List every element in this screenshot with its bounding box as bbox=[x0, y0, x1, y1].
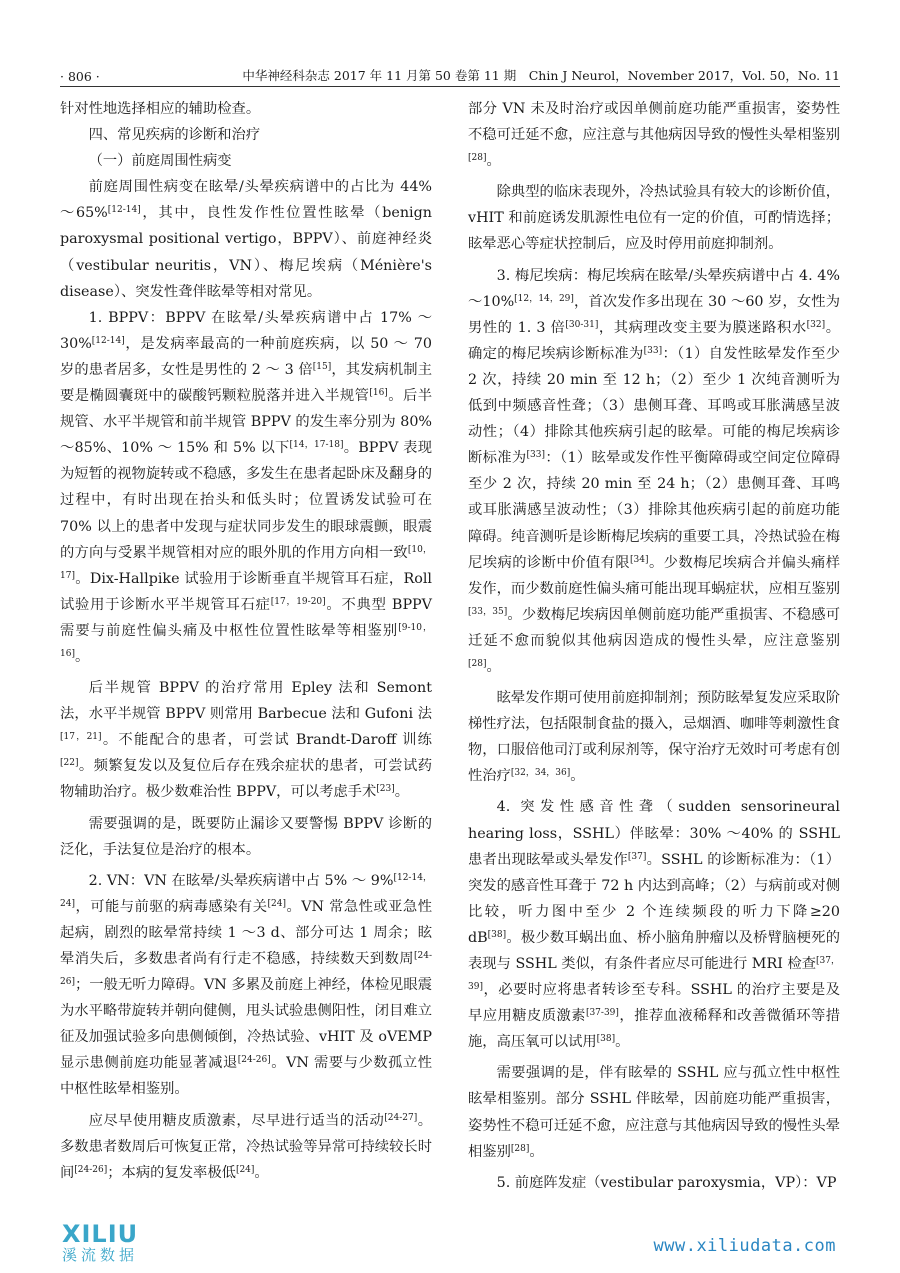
paragraph: 需要强调的是，伴有眩晕的 SSHL 应与孤立性中枢性眩晕相鉴别。部分 SSHL 伴眩晕，因前庭功能严重损害，姿势性不稳可迁延不愈，应注意与其他病因导致的慢性头晕相鉴别[28]。 bbox=[468, 1065, 840, 1160]
citation: [12-14] bbox=[107, 205, 141, 216]
paragraph: 1. BPPV：BPPV 在眩晕/头晕疾病谱中占 17% ～30%[12-14]，是发病率最高的一种前庭疾病，以 50 ～ 70 岁的患者居多，女性是男性的 2 ～ 3 倍[15]，其发病机制主要是椭圆囊斑中的碳酸钙颗粒脱落并进入半规管[16]。后半规管、水平半规管和前半规管 BPPV 的发生率分别为 80% ～85%、10% ～ 15% 和 5% 以下[14，17-18]。BPPV 表现为短暂的视物旋转或不稳感，多发生在患者起卧床及翻身的过程中，有时出现在抬头和低头时；位置诱发试验可在 70% 以上的患者中发现与症状同步发生的眼球震颤，眼震的方向与受累半规管相对应的眼外肌的作用方向相一致[10，17]。Dix-Hallpike 试验用于诊断垂直半规管耳石症，Roll 试验用于诊断水平半规管耳石症[17，19-20]。不典型 BPPV 需要与前庭性偏头痛及中枢性位置性眩晕等相鉴别[9-10，16]。 bbox=[60, 309, 433, 665]
citation: [38] bbox=[596, 1034, 616, 1045]
citation: [32，34，36] bbox=[510, 768, 571, 779]
paragraph: 4. 突发性感音性聋（sudden sensorineural hearing loss，SSHL）伴眩晕：30% ～40% 的 SSHL 患者出现眩晕或头晕发作[37]。SSHL 的诊断标准为：（1）突发的感音性耳聋于 72 h 内达到高峰；（2）与病前或对侧比较，听力图中至少 2 个连续频段的听力下降≥20 dB[38]。极少数耳蜗出血、桥小脑角肿瘤以及桥臂脑梗死的表现与 SSHL 类似，有条件者应尽可能进行 MRI 检查[37，39]，必要时应将患者转诊至专科。SSHL 的治疗主要是及早应用糖皮质激素[37-39]，推荐血液稀释和改善微循环等措施，高压氧可以试用[38]。 bbox=[468, 799, 841, 1051]
citation: [28] bbox=[468, 153, 487, 164]
citation: [15] bbox=[312, 361, 332, 372]
paragraph: 前庭周围性病变在眩晕/头晕疾病谱中的占比为 44% ～65%[12-14]，其中，良性发作性位置性眩晕（benign paroxysmal positional vertigo，BPPV）、前庭神经炎（vestibular neuritis，VN）、梅尼埃病（Ménière's disease）、突发性聋伴眩晕等相对常见。 bbox=[60, 179, 432, 300]
logo-subtitle: 溪流数据 bbox=[62, 1246, 139, 1264]
citation: [28] bbox=[468, 658, 487, 669]
paragraph: 5. 前庭阵发症（vestibular paroxysmia，VP）：VP bbox=[496, 1174, 837, 1191]
citation: [10，17] bbox=[60, 544, 433, 581]
citation: [24-26] bbox=[237, 1055, 271, 1066]
paragraph: 需要强调的是，既要防止漏诊又要警惕 BPPV 诊断的泛化，手法复位是治疗的根本。 bbox=[60, 815, 432, 858]
paragraph: 除典型的临床表现外，冷热试验具有较大的诊断价值，vHIT 和前庭诱发肌源性电位有一定的价值，可酌情选择；眩晕恶心等症状控制后，应及时停用前庭抑制剂。 bbox=[468, 184, 840, 253]
citation: [24-27] bbox=[384, 1112, 418, 1123]
citation: [37，39] bbox=[468, 956, 841, 993]
journal-citation: 中华神经科杂志 2017 年 11 月第 50 卷第 11 期 Chin J Neurol，November 2017，Vol. 50，No. 11 bbox=[242, 68, 840, 83]
page-number: · 806 · bbox=[60, 69, 100, 84]
watermark-logo bbox=[62, 1222, 182, 1264]
paragraph: 3. 梅尼埃病：梅尼埃病在眩晕/头晕疾病谱中占 4. 4% ～10%[12，14，29]，首次发作多出现在 30 ～60 岁，女性为男性的 1. 3 倍[30-31]，其病理改变主要为膜迷路积水[32]。确定的梅尼埃病诊断标准为[33]：（1）自发性眩晕发作至少 2 次，持续 20 min 至 12 h；（2）至少 1 次纯音测听为低到中频感音性聋；（3）患侧耳聋、耳鸣或耳胀满感呈波动性；（4）排除其他疾病引起的眩晕。可能的梅尼埃病诊断标准为[33]：（1）眩晕或发作性平衡障碍或空间定位障碍至少 2 次，持续 20 min 至 24 h；（2）患侧耳聋、耳鸣或耳胀满感呈波动性；（3）排除其他疾病引起的前庭功能障碍。纯音测听是诊断梅尼埃病的重要工具，冷热试验在梅尼埃病的诊断中价值有限[34]。少数梅尼埃病合并偏头痛样发作，而少数前庭性偏头痛可能出现耳蜗症状，应相互鉴别[33，35]。少数梅尼埃病因单侧前庭功能严重损害、不稳感可迁延不愈而貌似其他病因造成的慢性头晕，应注意鉴别[28]。 bbox=[468, 267, 841, 675]
citation: [37] bbox=[627, 851, 647, 862]
citation: [17，21] bbox=[60, 732, 102, 743]
citation: [38] bbox=[487, 929, 507, 940]
citation: [17，19-20] bbox=[270, 596, 326, 607]
running-header bbox=[60, 62, 840, 84]
citation: [30-31] bbox=[565, 319, 599, 330]
citation: [24] bbox=[267, 898, 286, 909]
paragraph: 后半规管 BPPV 的治疗常用 Epley 法和 Semont 法，水平半规管 BPPV 则常用 Barbecue 法和 Gufoni 法[17，21]。不能配合的患者，可尝试 Brandt-Daroff 训练[22]。频繁复发以及复位后存在残余症状的患者，可尝试药物辅助治疗。极少数难治性 BPPV，可以考虑手术[23]。 bbox=[60, 680, 432, 801]
citation: [12，14，29] bbox=[514, 293, 574, 304]
citation: [32] bbox=[806, 319, 826, 330]
citation: [34] bbox=[630, 554, 649, 565]
citation: [33] bbox=[526, 450, 546, 461]
paragraph: 2. VN：VN 在眩晕/头晕疾病谱中占 5% ～ 9%[12-14，24]，可能与前驱的病毒感染有关[24]。VN 常急性或亚急性起病，剧烈的眩晕常持续 1 ～3 d、部分可达 1 周余；眩晕消失后，多数患者尚有行走不稳感，持续数天到数周[24-26]；一般无听力障碍。VN 多累及前庭上神经，体检见眼震为水平略带旋转并朝向健侧，甩头试验患侧阳性，闭目难立征及加强试验多向患侧倾倒，冷热试验、vHIT 及 oVEMP 显示患侧前庭功能显著减退[24-26]。VN 需要与少数孤立性中枢性眩晕相鉴别。 bbox=[60, 872, 433, 1098]
logo-mark: XILIU bbox=[62, 1220, 139, 1248]
citation: [28] bbox=[510, 1143, 530, 1154]
citation: [23] bbox=[376, 784, 395, 795]
citation: [22] bbox=[60, 758, 79, 769]
subsection-heading: （一）前庭周围性病变 bbox=[88, 153, 232, 170]
left-column bbox=[60, 96, 432, 1186]
paragraph: 部分 VN 未及时治疗或因单侧前庭功能严重损害，姿势性不稳可迁延不愈，应注意与其他病因导致的慢性头晕相鉴别[28]。 bbox=[468, 101, 840, 170]
citation: [24-26] bbox=[60, 951, 432, 988]
section-heading: 四、常见疾病的诊断和治疗 bbox=[88, 127, 261, 144]
citation: [33，35] bbox=[468, 606, 508, 617]
paragraph: 针对性地选择相应的辅助检查。 bbox=[60, 101, 261, 117]
citation: [16] bbox=[369, 388, 388, 399]
citation: [33] bbox=[643, 345, 663, 356]
citation: [9-10，16] bbox=[60, 622, 433, 659]
header-rule bbox=[60, 86, 840, 87]
citation: [12-14，24] bbox=[60, 872, 432, 909]
citation: [14，17-18] bbox=[289, 440, 344, 451]
citation: [12-14] bbox=[91, 335, 125, 346]
paragraph: 应尽早使用糖皮质激素，尽早进行适当的活动[24-27]。多数患者数周后可恢复正常，冷热试验等异常可持续较长时间[24-26]；本病的复发率极低[24]。 bbox=[60, 1112, 433, 1181]
right-column bbox=[468, 96, 840, 1196]
citation: [24] bbox=[235, 1164, 255, 1175]
citation: [24-26] bbox=[74, 1164, 108, 1175]
watermark-url[interactable]: www.xiliudata.com bbox=[653, 1236, 836, 1256]
citation: [37-39] bbox=[585, 1008, 619, 1019]
paragraph: 眩晕发作期可使用前庭抑制剂；预防眩晕复发应采取阶梯性疗法，包括限制食盐的摄入，忌烟酒、咖啡等刺激性食物，口服倍他司汀或利尿剂等，保守治疗无效时可考虑有创性治疗[32，34，36]。 bbox=[468, 690, 840, 785]
